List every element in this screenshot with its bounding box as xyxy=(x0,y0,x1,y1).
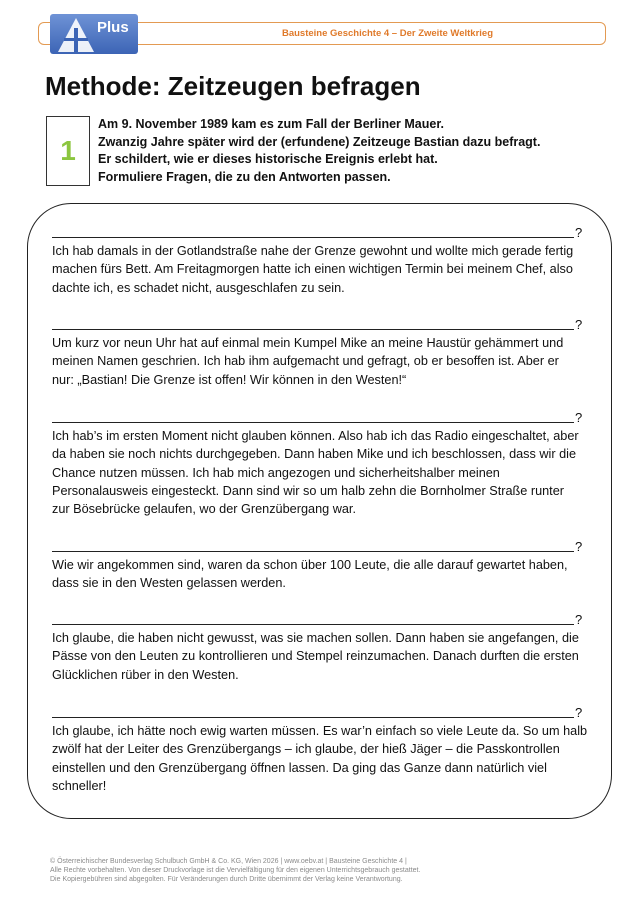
answer-text xyxy=(52,242,582,297)
answer-line: meinen Namen geschrien. Ich hab ihm aufgemacht und gefragt, ob er besoffen ist. Aber er xyxy=(52,354,559,369)
qa-block xyxy=(52,702,588,795)
question-answer-line[interactable] xyxy=(52,536,582,554)
task-instructions xyxy=(98,116,598,186)
answer-line: nur: „Bastian! Die Grenze ist offen! Wir können in den Westen!“ xyxy=(52,372,407,387)
question-mark: ? xyxy=(575,317,583,332)
answer-line: Ich glaube, ich hätte noch ewig warten müssen. Es war’n einfach so viele Leute da. So um halb xyxy=(52,724,588,738)
answer-line: machen fürs Bett. Am Freitagmorgen hatte ich einen wichtigen Termin bei meinem Chef, also xyxy=(52,262,573,277)
question-answer-line[interactable] xyxy=(52,609,582,627)
answer-line: zwölf hat der Leiter des Grenzübergangs – ich glaube, der hieß Jäger – die Passkontrollen xyxy=(52,742,560,757)
qa-block xyxy=(52,222,582,297)
question-mark: ? xyxy=(575,705,583,720)
question-mark: ? xyxy=(575,539,583,554)
footer-line: Alle Rechte vorbehalten. Von dieser Druckvorlage ist die Vervielfältigung für den eigenen Unterrichtsgebrauch gestattet. xyxy=(50,867,421,874)
task-number: 1 xyxy=(60,135,76,166)
question-mark: ? xyxy=(575,225,583,240)
question-rule xyxy=(52,551,574,552)
answer-line: da haben sie noch nichts durchgegeben. Dann haben Mike und ich beschlossen, dass wir die xyxy=(52,447,577,462)
answer-line: Personalausweis eingesteckt. Dann sind wir so um halb zehn die Bornholmer Straße runter xyxy=(52,483,564,498)
instruction-line: Am 9. November 1989 kam es zum Fall der Berliner Mauer. xyxy=(98,117,444,131)
question-rule xyxy=(52,422,574,423)
qa-block xyxy=(52,609,582,684)
answer-text xyxy=(52,722,588,795)
instruction-line: Formuliere Fragen, die zu den Antworten passen. xyxy=(98,169,391,184)
question-rule xyxy=(52,717,574,718)
qa-block xyxy=(52,536,582,593)
question-mark: ? xyxy=(575,612,583,627)
footer-line: Die Kopiergebühren sind abgegolten. Für Veränderungen durch Dritte übernimmt der Verlag keine Verantwortung. xyxy=(50,876,403,883)
logo-text: Plus xyxy=(97,19,129,36)
answer-text xyxy=(52,629,582,684)
series-title: Bausteine Geschichte 4 – Der Zweite Weltkrieg xyxy=(281,28,493,39)
copyright-footer xyxy=(50,857,420,884)
answer-line: Chance nutzen müssen. Ich hab mich angezogen und sicherheitshalber meinen xyxy=(52,465,500,480)
answer-line: schneller! xyxy=(52,778,107,793)
answer-line: Ich glaube, die haben nicht gewusst, was sie machen sollen. Dann haben sie angefangen, die xyxy=(52,631,579,645)
answer-line: einstellen und den Grenzübergang öffnen lassen. Da ging das Ganze dann natürlich viel xyxy=(52,760,547,775)
question-answer-line[interactable] xyxy=(52,222,582,240)
answer-line: Wie wir angekommen sind, waren da schon über 100 Leute, die alle darauf gewartet haben, xyxy=(52,558,568,572)
question-answer-line[interactable] xyxy=(52,407,582,425)
question-rule xyxy=(52,624,574,625)
answer-line: Ich hab damals in der Gotlandstraße nahe der Grenze gewohnt und wollte mich gerade fertig xyxy=(52,244,574,258)
answer-line: dachte ich, es schadet nicht, ausgeschlafen zu sein. xyxy=(52,280,345,295)
instruction-line: Er schildert, wie er dieses historische Ereignis erlebt hat. xyxy=(98,152,438,166)
qa-block xyxy=(52,314,582,389)
question-answer-line[interactable] xyxy=(52,702,582,720)
answer-line: Pässe von den Leuten zu kontrollieren und Stempel reinzumachen. Danach durften die ersten xyxy=(52,649,579,664)
answer-text xyxy=(52,334,582,389)
answer-text xyxy=(52,556,582,593)
qa-block xyxy=(52,407,582,518)
question-rule xyxy=(52,237,574,238)
answer-line: Um kurz vor neun Uhr hat auf einmal mein Kumpel Mike an meine Haustür gehämmert und xyxy=(52,336,564,350)
page-title: Methode: Zeitzeugen befragen xyxy=(45,71,421,101)
question-mark: ? xyxy=(575,410,583,425)
instruction-line: Zwanzig Jahre später wird der (erfundene) Zeitzeuge Bastian dazu befragt. xyxy=(98,134,541,149)
answer-line: dass sie in den Westen gelassen werden. xyxy=(52,576,286,591)
task-number-box xyxy=(46,116,90,186)
question-answer-line[interactable] xyxy=(52,314,582,332)
answer-line: Glücklichen rüber in den Westen. xyxy=(52,667,239,682)
answer-line: zur Bösebrücke gelaufen, wo der Grenzübergang war. xyxy=(52,502,356,517)
answer-text xyxy=(52,427,582,518)
answer-line: Ich hab’s im ersten Moment nicht glauben können. Also hab ich das Radio eingeschaltet, aber xyxy=(52,429,579,443)
plus-logo xyxy=(50,14,138,54)
footer-line: © Österreichischer Bundesverlag Schulbuch GmbH & Co. KG, Wien 2026 | www.oebv.at | Bausteine Geschichte 4 | xyxy=(50,858,407,865)
question-rule xyxy=(52,329,574,330)
